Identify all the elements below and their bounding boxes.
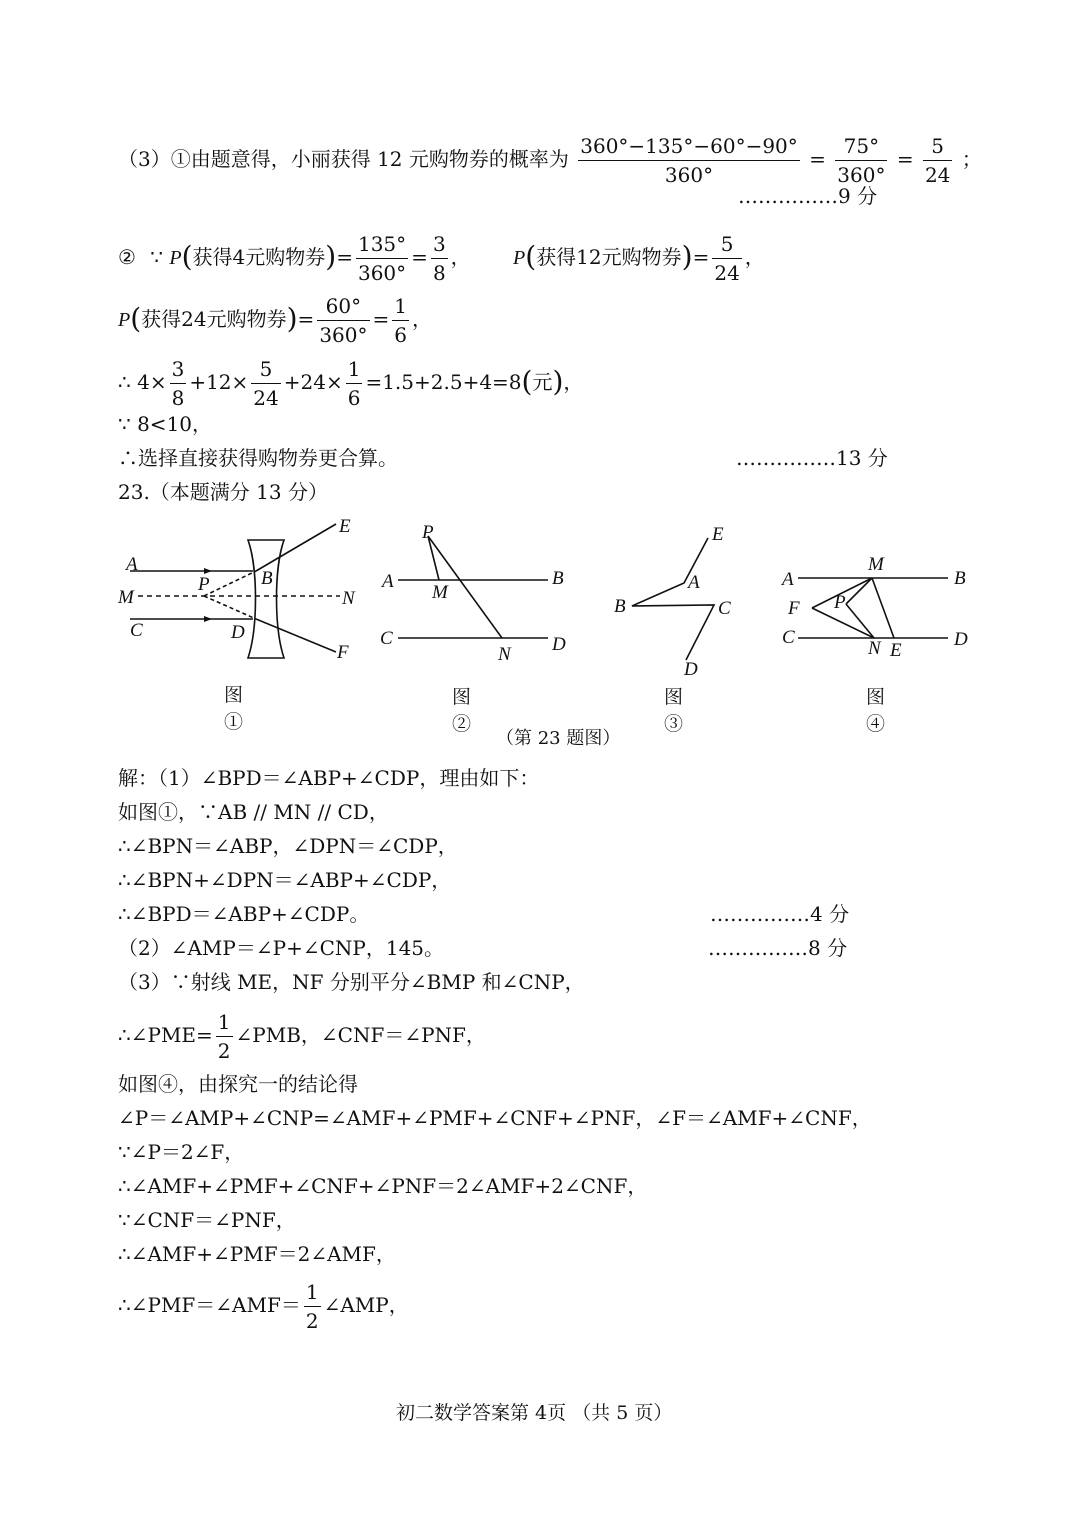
label-P: P [834, 592, 846, 613]
label-B: B [954, 568, 966, 589]
label-A: A [688, 572, 700, 593]
conclusion-line: ∴选择直接获得购物券更合算。 [118, 446, 398, 470]
solution-line-10: ∠P＝∠AMP+∠CNP=∠AMF+∠PMF+∠CNF+∠PNF，∠F＝∠AMF+∠CNF， [118, 1106, 872, 1130]
figure-3-caption: 图③ [664, 686, 684, 735]
q23-heading: 23.（本题满分 13 分） [118, 480, 328, 504]
solution-line-5: ∴∠BPD＝∠ABP+∠CDP。 [118, 902, 370, 926]
label-A: A [126, 554, 138, 575]
page-footer: 初二数学答案第 4页 （共 5 页） [396, 1402, 673, 1424]
solution-line-14: ∴∠AMF+∠PMF＝2∠AMF， [118, 1242, 396, 1266]
label-M: M [432, 582, 448, 603]
label-D: D [954, 629, 968, 650]
label-C: C [130, 620, 143, 641]
solution-line-9: 如图④，由探究一的结论得 [118, 1072, 358, 1096]
prob-12-line: （3）①由题意得，小丽获得 12 元购物券的概率为 $\frac{360^\circ-135^\circ-60^\circ-90^\circ}{360^\circ}$ = $\frac{75^\circ}{360^\circ}$ = $\frac{5}{24}$ ； [118, 134, 982, 187]
label-A: A [782, 569, 794, 590]
prob-4-12-line: ② ∵ P(获得4元购物券)= $\frac{135^\circ}{360^\circ}$ = $\frac{3}{8}$ ， P(获得12元购物券)= $\frac{5}{24}$ ， [118, 232, 765, 285]
fraction: $\frac{5}{24}$ [924, 134, 951, 187]
solution-line-15: ∴∠PMF＝∠AMF＝ $\frac{1}{2}$ ∠AMP， [118, 1280, 409, 1333]
figure-4-diagram [772, 508, 982, 688]
solution-line-4: ∴∠BPN+∠DPN＝∠ABP+∠CDP， [118, 868, 452, 892]
solution-line-13: ∵∠CNF＝∠PNF， [118, 1208, 296, 1232]
label-C: C [782, 627, 795, 648]
solution-line-2: 如图①，∵AB // MN // CD， [118, 800, 389, 824]
label-D: D [552, 634, 566, 655]
label-N: N [342, 588, 355, 609]
label-D: D [231, 622, 245, 643]
label-B: B [261, 568, 273, 589]
label-M: M [118, 587, 134, 608]
figure-1-diagram [108, 508, 368, 688]
label-E: E [339, 516, 351, 537]
figure-3-diagram [604, 508, 754, 688]
label-D: D [684, 659, 698, 680]
solution-line-11: ∵∠P＝2∠F， [118, 1140, 245, 1164]
score-13: ……………13 分 [736, 446, 888, 470]
label-M: M [868, 554, 884, 575]
expectation-line: ∴ 4× $\frac{3}{8}$ +12× $\frac{5}{24}$ +24× $\frac{1}{6}$ =1.5+2.5+4=8(元)， [118, 357, 584, 410]
label-P: P [422, 522, 434, 543]
figure-2-caption: 图② [452, 686, 472, 735]
solution-line-8: ∴∠PME= $\frac{1}{2}$ ∠PMB，∠CNF＝∠PNF， [118, 1010, 486, 1063]
label-N: N [498, 644, 511, 665]
label-F: F [337, 642, 349, 663]
label-B: B [614, 596, 626, 617]
fraction: $\frac{75^\circ}{360^\circ}$ [837, 134, 886, 187]
label-B: B [552, 568, 564, 589]
label-P: P [198, 574, 210, 595]
label-N: N [868, 638, 881, 659]
score-9: ……………9 分 [738, 184, 878, 208]
solution-line-12: ∴∠AMF+∠PMF+∠CNF+∠PNF＝2∠AMF+2∠CNF， [118, 1174, 648, 1198]
figure-2-diagram [376, 508, 576, 688]
figure-caption: （第 23 题图） [496, 728, 621, 749]
compare-line: ∵ 8<10， [118, 412, 213, 436]
fraction: $\frac{360^\circ-135^\circ-60^\circ-90^\circ}{360^\circ}$ [580, 134, 798, 187]
solution-line-3: ∴∠BPN＝∠ABP，∠DPN＝∠CDP， [118, 834, 458, 858]
label-C: C [380, 628, 393, 649]
score-8: ……………8 分 [708, 936, 848, 960]
label-A: A [382, 571, 394, 592]
solution-line-6: （2）∠AMP＝∠P+∠CNP，145。 [118, 936, 445, 960]
figure-1-caption: 图① [224, 684, 244, 733]
solution-line-7: （3）∵射线 ME，NF 分别平分∠BMP 和∠CNP， [118, 970, 585, 994]
solution-line-1: 解：（1）∠BPD＝∠ABP+∠CDP，理由如下： [118, 766, 540, 790]
label-F: F [788, 598, 800, 619]
label-E: E [712, 524, 724, 545]
label-C: C [718, 598, 731, 619]
score-4: ……………4 分 [710, 902, 850, 926]
prob-24-line: P(获得24元购物券)= $\frac{60^\circ}{360^\circ}$ = $\frac{1}{6}$ ， [118, 294, 432, 347]
figure-4-caption: 图④ [866, 686, 886, 735]
label-E: E [890, 640, 902, 661]
